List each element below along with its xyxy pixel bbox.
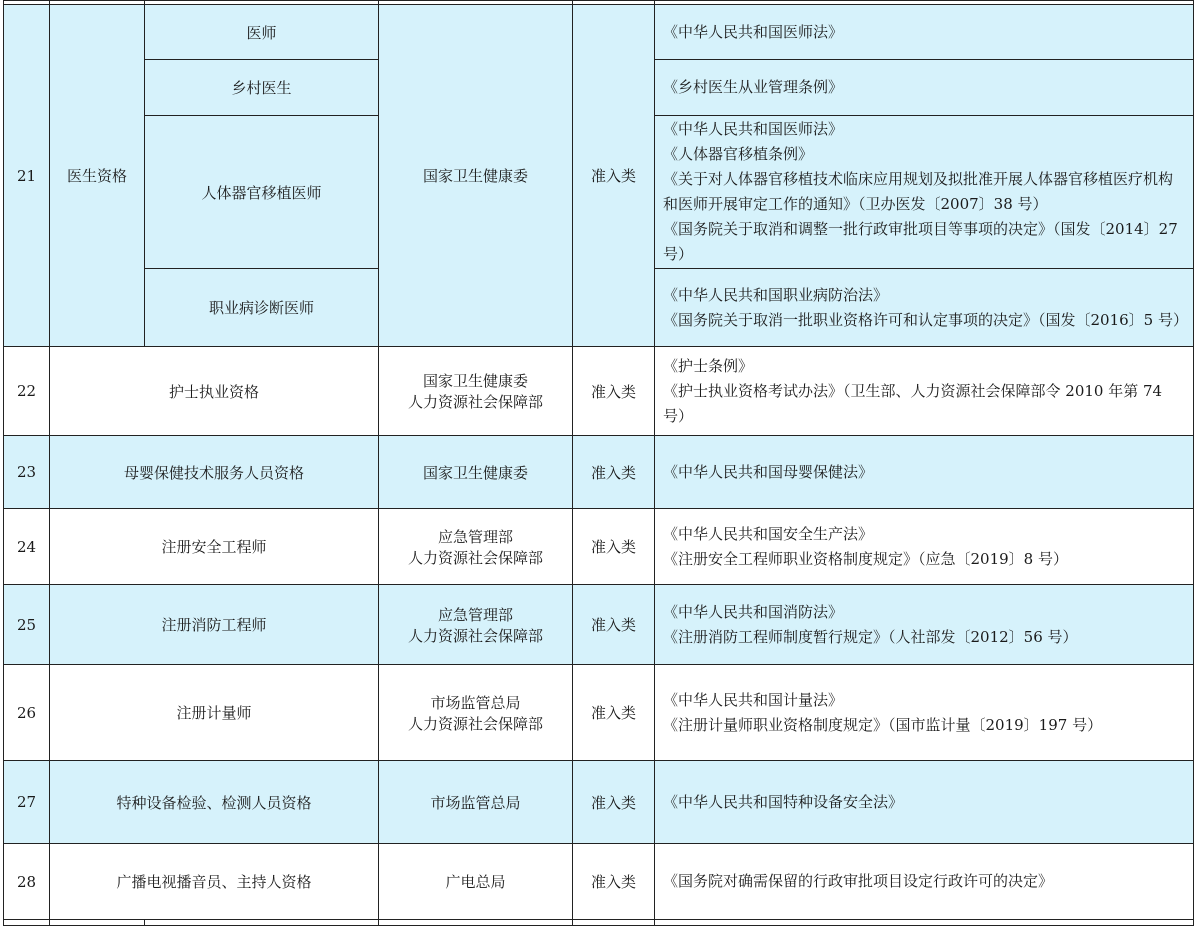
table-row-partial	[4, 920, 1194, 926]
row-number: 27	[4, 761, 50, 844]
qualification-name: 护士执业资格	[50, 347, 379, 436]
authority-line: 人力资源社会保障部	[407, 714, 543, 733]
authority-cell	[379, 844, 573, 920]
type-cell: 准入类	[573, 5, 655, 347]
qualification-name: 注册安全工程师	[50, 509, 379, 585]
authority-line: 国家卫生健康委	[422, 463, 528, 482]
type-cell: 准入类	[573, 585, 655, 665]
basis-cell	[655, 844, 1194, 920]
basis-line: 《国务院关于取消一批职业资格许可和认定事项的决定》（国发〔2016〕5 号）	[663, 310, 1188, 329]
type-cell: 准入类	[573, 436, 655, 509]
qualification-category: 医生资格	[50, 5, 145, 347]
authority-line: 国家卫生健康委	[422, 372, 528, 390]
authority-line: 市场监管总局	[430, 693, 521, 712]
table-row	[4, 844, 1194, 920]
table-row	[4, 5, 1194, 60]
basis-line: 《中华人民共和国职业病防治法》	[663, 285, 889, 304]
qualification-name: 广播电视播音员、主持人资格	[50, 844, 379, 920]
sub-qualification-name: 医师	[145, 5, 379, 60]
table-row	[4, 509, 1194, 585]
qualification-name: 特种设备检验、检测人员资格	[50, 761, 379, 844]
basis-line: 《国务院对确需保留的行政审批项目设定行政许可的决定》	[663, 872, 1054, 890]
authority-cell	[379, 347, 573, 436]
qualification-table	[3, 0, 1194, 926]
table-row	[4, 347, 1194, 436]
authority-line: 应急管理部	[437, 527, 513, 546]
basis-cell	[655, 585, 1194, 665]
basis-line: 《护士执业资格考试办法》（卫生部、人力资源社会保障部令 2010 年第 74 号）	[663, 381, 1163, 425]
basis-cell	[655, 116, 1194, 269]
basis-line: 《中华人民共和国医师法》	[663, 22, 844, 41]
authority-cell	[379, 665, 573, 761]
table-row	[4, 761, 1194, 844]
authority-cell	[379, 509, 573, 585]
basis-line: 《乡村医生从业管理条例》	[663, 78, 844, 96]
basis-cell	[655, 665, 1194, 761]
type-cell: 准入类	[573, 665, 655, 761]
basis-line: 《国务院关于取消和调整一批行政审批项目等事项的决定》（国发〔2014〕27 号）	[663, 220, 1178, 263]
type-cell: 准入类	[573, 509, 655, 585]
basis-line: 《注册计量师职业资格制度规定》（国市监计量〔2019〕197 号）	[663, 715, 1103, 734]
table-row	[4, 665, 1194, 761]
basis-cell	[655, 509, 1194, 585]
row-number: 28	[4, 844, 50, 920]
row-number: 21	[4, 5, 50, 347]
row-number: 26	[4, 665, 50, 761]
basis-cell	[655, 761, 1194, 844]
authority-line: 市场监管总局	[430, 793, 521, 812]
type-cell: 准入类	[573, 761, 655, 844]
authority-line: 人力资源社会保障部	[407, 548, 543, 567]
row-number: 22	[4, 347, 50, 436]
basis-cell	[655, 5, 1194, 60]
row-number: 23	[4, 436, 50, 509]
type-cell: 准入类	[573, 347, 655, 436]
basis-cell	[655, 347, 1194, 436]
basis-line: 《中华人民共和国消防法》	[663, 602, 844, 621]
basis-line: 《中华人民共和国计量法》	[663, 690, 844, 709]
basis-cell	[655, 269, 1194, 347]
basis-line: 《人体器官移植条例》	[663, 145, 814, 163]
basis-line: 《注册消防工程师制度暂行规定》（人社部发〔2012〕56 号）	[663, 627, 1078, 646]
authority-cell: 国家卫生健康委	[379, 5, 573, 347]
qualification-name: 母婴保健技术服务人员资格	[50, 436, 379, 509]
row-number: 25	[4, 585, 50, 665]
type-cell: 准入类	[573, 844, 655, 920]
authority-cell	[379, 436, 573, 509]
sub-qualification-name: 人体器官移植医师	[145, 116, 379, 269]
authority-line: 人力资源社会保障部	[407, 393, 543, 411]
basis-line: 《中华人民共和国医师法》	[663, 120, 844, 138]
qualification-name: 注册计量师	[50, 665, 379, 761]
basis-line: 《中华人民共和国特种设备安全法》	[663, 792, 904, 811]
authority-cell	[379, 585, 573, 665]
basis-line: 《中华人民共和国母婴保健法》	[663, 462, 874, 481]
authority-cell	[379, 761, 573, 844]
sub-qualification-name: 乡村医生	[145, 60, 379, 116]
basis-line: 《关于对人体器官移植技术临床应用规划及拟批准开展人体器官移植医疗机构和医师开展审定工作的通知》（卫办医发〔2007〕38 号）	[663, 170, 1174, 213]
authority-line: 人力资源社会保障部	[407, 626, 543, 645]
authority-line: 应急管理部	[437, 605, 513, 624]
table-row	[4, 436, 1194, 509]
basis-cell	[655, 436, 1194, 509]
basis-cell	[655, 60, 1194, 116]
basis-line: 《注册安全工程师职业资格制度规定》（应急〔2019〕8 号）	[663, 549, 1068, 568]
table-row	[4, 585, 1194, 665]
qualification-name: 注册消防工程师	[50, 585, 379, 665]
authority-line: 广电总局	[445, 873, 506, 891]
sub-qualification-name: 职业病诊断医师	[145, 269, 379, 347]
row-number: 24	[4, 509, 50, 585]
basis-line: 《中华人民共和国安全生产法》	[663, 524, 874, 543]
basis-line: 《护士条例》	[663, 356, 754, 375]
